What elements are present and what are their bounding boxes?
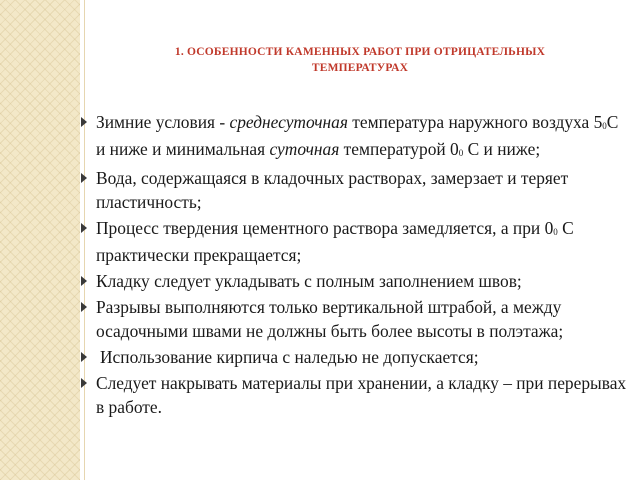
degree-mark: 0: [553, 227, 558, 237]
slide-title-line-2: ТЕМПЕРАТУРАХ: [311, 62, 409, 74]
bullet-text: Разрывы выполняются только вертикальной штрабой, а между осадочными швами не должны быть более высоты в полэтажа;: [96, 297, 564, 341]
bullet-winter-conditions: [88, 110, 628, 164]
bullet-no-icy-brick: [88, 345, 628, 369]
bullet-arrow-icon: [81, 352, 87, 362]
bullet-text: Следует накрывать материалы при хранении, а кладку – при перерывах в работе.: [96, 373, 627, 417]
bullet-water-freezes: [88, 166, 628, 214]
bullet-text: С и ниже и минимальная: [96, 112, 619, 159]
bullet-emphasis: среднесуточная: [229, 112, 348, 132]
bullet-list: [88, 110, 628, 421]
bullet-text: температурой 0: [339, 139, 459, 159]
bullet-text: температура наружного воздуха 5: [347, 112, 603, 132]
bullet-text: С и ниже;: [463, 139, 541, 159]
bullet-text: Вода, содержащаяся в кладочных растворах, замерзает и теряет пластичность;: [96, 168, 569, 212]
bullet-arrow-icon: [81, 302, 87, 312]
bullet-text: Зимние условия -: [96, 112, 230, 132]
decorative-side-band: [0, 0, 80, 480]
bullet-text: С практически прекращается;: [96, 218, 574, 265]
decorative-divider: [84, 0, 85, 480]
bullet-text: Кладку следует укладывать с полным заполнением швов;: [96, 271, 522, 291]
bullet-cover-materials: [88, 371, 628, 419]
bullet-arrow-icon: [81, 117, 87, 127]
bullet-full-joints: [88, 269, 628, 293]
bullet-emphasis: суточная: [269, 139, 340, 159]
bullet-arrow-icon: [81, 173, 87, 183]
degree-mark: 0: [602, 121, 607, 131]
bullet-text: Процесс твердения цементного раствора замедляется, а при 0: [96, 218, 554, 238]
bullet-text: Использование кирпича с наледью не допускается;: [100, 347, 479, 367]
bullet-arrow-icon: [81, 378, 87, 388]
degree-mark: 0: [458, 148, 464, 158]
bullet-cement-hardening: [88, 216, 628, 267]
bullet-arrow-icon: [81, 223, 87, 233]
bullet-arrow-icon: [81, 276, 87, 286]
slide-title: [120, 44, 600, 76]
bullet-vertical-breaks: [88, 295, 628, 343]
slide-title-line-1: 1. ОСОБЕННОСТИ КАМЕННЫХ РАБОТ ПРИ ОТРИЦАТЕЛЬНЫХ: [174, 46, 546, 58]
